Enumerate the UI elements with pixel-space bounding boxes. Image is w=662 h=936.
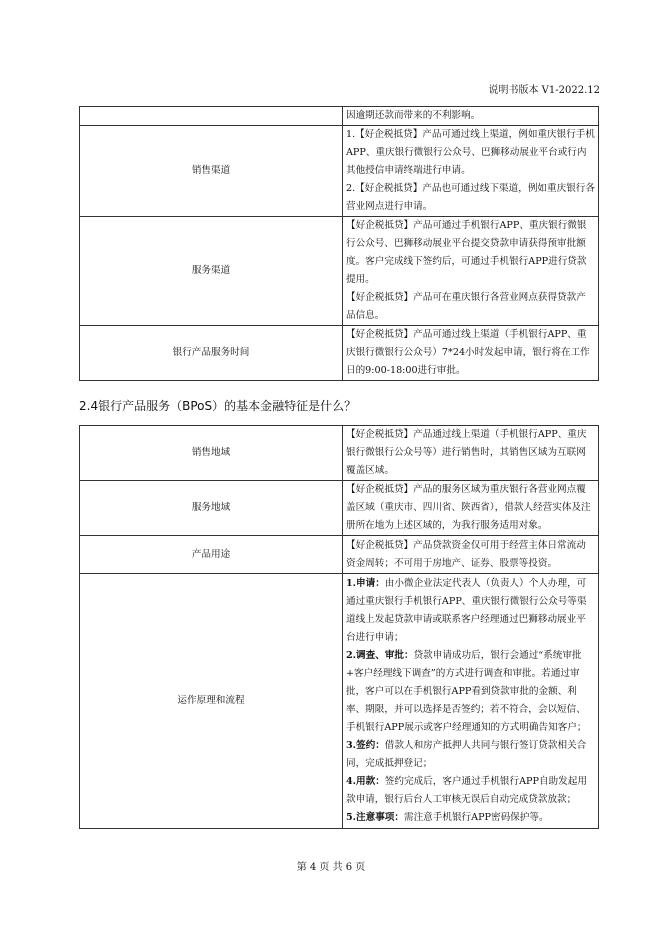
row-label-service-region: 服务地域 — [80, 481, 343, 536]
table-cell: 【好企税抵贷】产品通过线上渠道（手机银行APP、重庆银行微银行公众号等）进行销售时，其销售区域为互联网覆盖区域。 — [343, 426, 599, 481]
cell-line: 2.【好企税抵贷】产品也可通过线下渠道，例如重庆银行各营业网点进行申请。 — [346, 183, 595, 212]
table-row — [80, 426, 599, 481]
process-step — [346, 575, 595, 647]
section-heading: 2.4银行产品服务（BPoS）的基本金融特征是什么？ — [79, 399, 357, 413]
table-row — [80, 107, 599, 126]
row-label-sales-channel: 销售渠道 — [80, 126, 343, 217]
row-label-service-time: 银行产品服务时间 — [80, 326, 343, 381]
financial-features-table — [79, 425, 599, 829]
row-label-product-use: 产品用途 — [80, 536, 343, 574]
row-label-sales-region: 销售地域 — [80, 426, 343, 481]
table-cell: 【好企税抵贷】产品贷款资金仅可用于经营主体日常流动资金周转；不可用于房地产、证券、股票等投资。 — [343, 536, 599, 574]
table-row — [80, 126, 599, 217]
step-title: 5.注意事项： — [346, 812, 404, 823]
process-step — [346, 647, 595, 737]
cell-line: 【好企税抵贷】产品可通过线上渠道（手机银行APP、重庆银行微银行公众号）7*24小时发起申请，银行将在工作日的9:00-18:00进行审批。 — [346, 329, 590, 376]
process-step — [346, 773, 595, 809]
step-text: 需注意手机银行APP密码保护等。 — [403, 812, 549, 823]
page-number: 第 4 页 共 6 页 — [296, 862, 366, 873]
table-row — [80, 574, 599, 829]
row-label-service-channel: 服务渠道 — [80, 217, 343, 326]
step-text: 由小微企业法定代表人（负责人）个人办理，可通过重庆银行手机银行APP、重庆银行微银行公众号等渠道线上发起贷款申请或联系客户经理通过巴狮移动展业平台进行申请； — [346, 578, 587, 643]
table-row — [80, 217, 599, 326]
step-title: 3.签约： — [346, 740, 385, 751]
table-cell — [343, 326, 599, 381]
cell-line: 【好企税抵贷】产品可在重庆银行各营业网点获得贷款产品信息。 — [346, 292, 586, 321]
step-title: 2.调查、审批： — [346, 650, 414, 661]
process-step — [346, 809, 595, 827]
channels-table — [79, 106, 599, 381]
row-label-process: 运作原理和流程 — [80, 574, 343, 829]
table-cell — [343, 126, 599, 217]
step-title: 1.申请： — [346, 578, 385, 589]
table-row — [80, 326, 599, 381]
step-text: 借款人和房产抵押人共同与银行签订贷款相关合同，完成抵押登记； — [346, 740, 587, 769]
step-title: 4.用款： — [346, 776, 385, 787]
step-text: 贷款申请成功后，银行会通过“系统审批+客户经理线下调查”的方式进行调查和审批。若通过审批，客户可以在手机银行APP看到贷款审批的金额、利率、期限，并可以选择是否签约；若不符合，会以短信、手机银行APP展示或客户经理通知的方式明确告知客户； — [346, 650, 587, 733]
cell-line: 【好企税抵贷】产品可通过手机银行APP、重庆银行微银行公众号、巴狮移动展业平台提交贷款申请获得预审批额度。客户完成线下签约后，可通过手机银行APP进行贷款提用。 — [346, 220, 587, 285]
table-row — [80, 536, 599, 574]
document-version: 说明书版本 V1-2022.12 — [488, 85, 600, 96]
table-cell: 因逾期还款而带来的不利影响。 — [343, 107, 599, 126]
process-step — [346, 737, 595, 773]
cell-line: 1.【好企税抵贷】产品可通过线上渠道，例如重庆银行手机APP、重庆银行微银行公众号、巴狮移动展业平台或行内其他授信申请终端进行申请。 — [346, 129, 595, 176]
table-row — [80, 481, 599, 536]
step-text: 签约完成后，客户通过手机银行APP自助发起用款申请，银行后台人工审核无误后自动完成贷款放款； — [346, 776, 587, 805]
table-cell — [343, 217, 599, 326]
table-cell — [343, 574, 599, 829]
table-cell: 【好企税抵贷】产品的服务区域为重庆银行各营业网点覆盖区域（重庆市、四川省、陕西省），借款人经营实体及注册所在地为上述区域的，为我行服务适用对象。 — [343, 481, 599, 536]
